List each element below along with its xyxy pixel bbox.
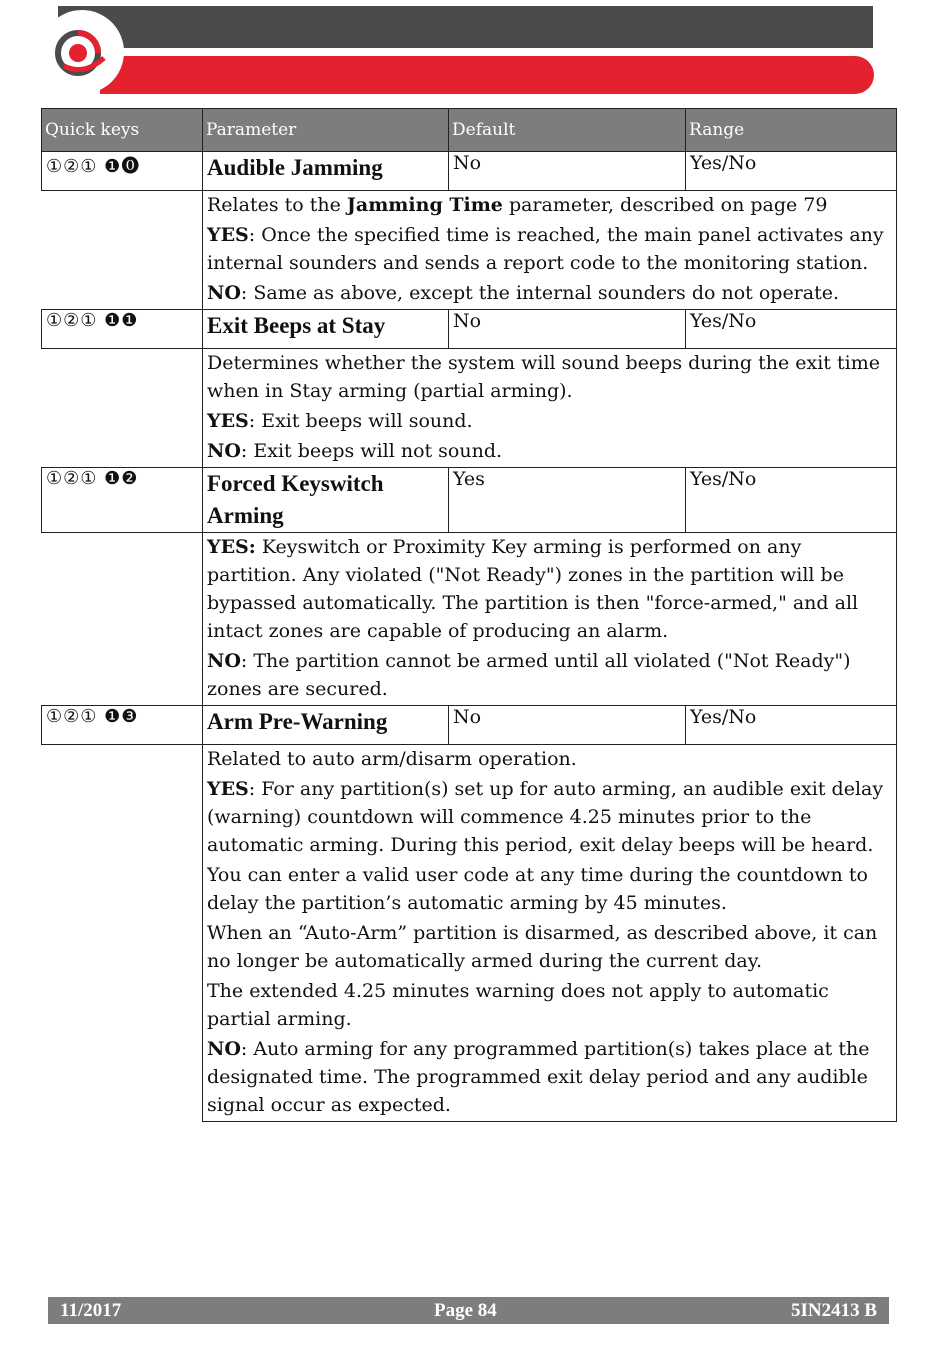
parameter-row: [42, 706, 897, 745]
brand-logo-icon: [54, 28, 110, 78]
blank-cell: [42, 533, 203, 706]
range-value: Yes/No: [686, 310, 897, 349]
parameter-row: [42, 468, 897, 533]
parameter-row: [42, 310, 897, 349]
description-paragraph: Relates to the Jamming Time parameter, described on page 79: [207, 194, 828, 216]
blank-cell: [42, 349, 203, 468]
description-row: [42, 191, 897, 310]
description-cell: [203, 745, 897, 1122]
default-value: No: [449, 706, 686, 745]
footer-page-number: Page 84: [434, 1300, 497, 1321]
blank-cell: [42, 745, 203, 1122]
blank-cell: [42, 191, 203, 310]
range-value: Yes/No: [686, 706, 897, 745]
description-paragraph: YES: For any partition(s) set up for auto arming, an audible exit delay (warning) countdown will commence 4.25 minutes prior to the automatic arming. During this period, exit delay beeps will be heard.: [207, 778, 884, 856]
header-red-band: [100, 56, 874, 94]
description-cell: [203, 191, 897, 310]
range-value: Yes/No: [686, 152, 897, 191]
description-paragraph: NO: Auto arming for any programmed partition(s) takes place at the designated time. The programmed exit delay period and any audible signal occur as expected.: [207, 1038, 870, 1116]
description-paragraph: YES: Exit beeps will sound.: [207, 410, 473, 432]
parameter-name: Audible Jamming: [203, 152, 449, 191]
description-paragraph: NO: Same as above, except the internal sounders do not operate.: [207, 282, 840, 304]
footer-date: 11/2017: [60, 1300, 122, 1321]
table-header-row: [42, 109, 897, 152]
description-row: [42, 349, 897, 468]
description-paragraph: YES: Once the specified time is reached, the main panel activates any internal sounders and sends a report code to the monitoring station.: [207, 224, 884, 274]
parameter-name: Forced Keyswitch Arming: [203, 468, 449, 533]
description-paragraph: YES: Keyswitch or Proximity Key arming is performed on any partition. Any violated ("Not Ready") zones in the partition will be bypassed automatically. The partition is then "force-armed," and all intact zones are capable of producing an alarm.: [207, 536, 859, 642]
description-paragraph: The extended 4.25 minutes warning does not apply to automatic partial arming.: [207, 980, 829, 1030]
description-cell: [203, 349, 897, 468]
parameter-name: Exit Beeps at Stay: [203, 310, 449, 349]
description-paragraph: NO: The partition cannot be armed until all violated ("Not Ready") zones are secured.: [207, 650, 851, 700]
page-footer: [48, 1297, 889, 1324]
quick-keys-cell: ①②① ❶❸: [42, 706, 203, 745]
quick-keys-cell: ①②① ❶❷: [42, 468, 203, 533]
default-value: Yes: [449, 468, 686, 533]
header-parameter: Parameter: [203, 109, 449, 152]
description-row: [42, 745, 897, 1122]
header-gray-band: [58, 6, 873, 48]
description-paragraph: When an “Auto-Arm” partition is disarmed, as described above, it can no longer be automatically armed during the current day.: [207, 922, 878, 972]
default-value: No: [449, 310, 686, 349]
description-paragraph: Determines whether the system will sound beeps during the exit time when in Stay arming (partial arming).: [207, 352, 880, 402]
default-value: No: [449, 152, 686, 191]
parameters-table: [41, 108, 897, 1122]
header-default: Default: [449, 109, 686, 152]
quick-keys-cell: ①②① ❶⓿: [42, 152, 203, 191]
parameter-row: [42, 152, 897, 191]
description-cell: [203, 533, 897, 706]
description-paragraph: You can enter a valid user code at any time during the countdown to delay the partition’s automatic arming by 45 minutes.: [207, 864, 868, 914]
header-separator: [58, 48, 873, 56]
description-paragraph: NO: Exit beeps will not sound.: [207, 440, 503, 462]
range-value: Yes/No: [686, 468, 897, 533]
footer-doc-id: 5IN2413 B: [790, 1300, 877, 1321]
header-quick-keys: Quick keys: [42, 109, 203, 152]
description-row: [42, 533, 897, 706]
description-paragraph: Related to auto arm/disarm operation.: [207, 748, 577, 770]
parameter-name: Arm Pre-Warning: [203, 706, 449, 745]
quick-keys-cell: ①②① ❶❶: [42, 310, 203, 349]
header-range: Range: [686, 109, 897, 152]
